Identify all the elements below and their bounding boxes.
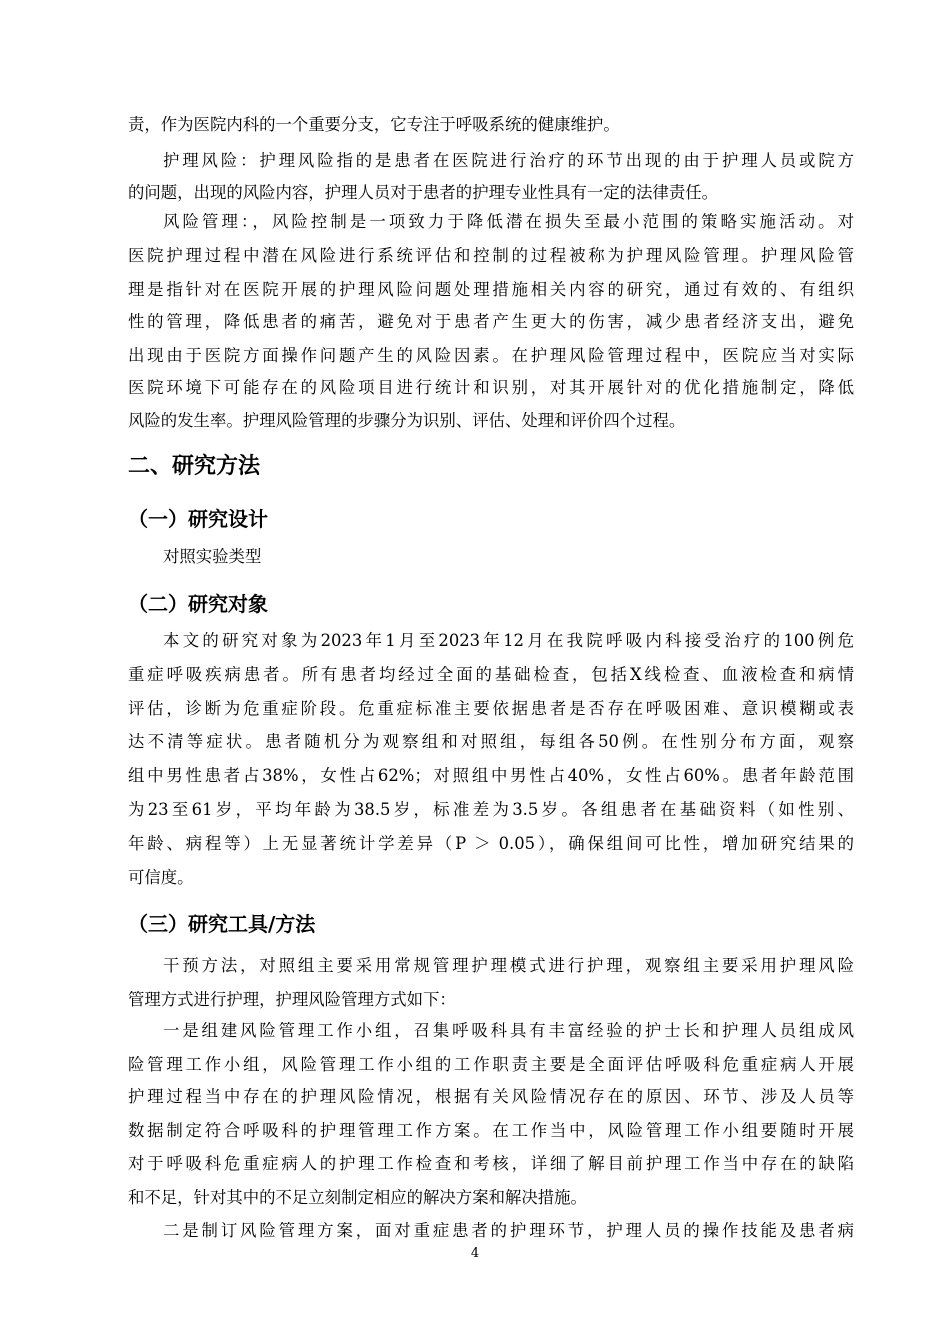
paragraph-line: 重症呼吸疾病患者。所有患者均经过全面的基础检查，包括X线检查、血液检查和病情 [128,665,854,684]
paragraph-line: 组中男性患者占38%，女性占62%；对照组中男性占40%，女性占60%。患者年龄范围 [128,766,854,785]
paragraph-line: 年龄、病程等）上无显著统计学差异（P ＞ 0.05），确保组间可比性，增加研究结果的 [128,834,854,853]
paragraph-line: 出现由于医院方面操作问题产生的风险因素。在护理风险管理过程中，医院应当对实际 [128,346,854,365]
paragraph-line: 理是指针对在医院开展的护理风险问题处理措施相关内容的研究，通过有效的、有组织 [128,280,854,299]
paragraph-line: 干预方法，对照组主要采用常规管理护理模式进行护理，观察组主要采用护理风险 [163,956,854,975]
paragraph-line: 险管理工作小组，风险管理工作小组的工作职责主要是全面评估呼吸科危重症病人开展 [128,1055,854,1074]
paragraph-line: 护理风险：护理风险指的是患者在医院进行治疗的环节出现的由于护理人员或院方 [163,151,854,170]
paragraph-line: 风险管理：，风险控制是一项致力于降低潜在损失至最小范围的策略实施活动。对 [163,212,854,231]
paragraph-line: 医院护理过程中潜在风险进行系统评估和控制的过程被称为护理风险管理。护理风险管 [128,246,854,265]
subsection-heading: （一）研究设计 [128,507,268,531]
section-heading: 二、研究方法 [128,454,261,479]
paragraph-line: 责，作为医院内科的一个重要分支，它专注于呼吸系统的健康维护。 [128,115,620,134]
subsection-heading: （三）研究工具/方法 [128,912,316,936]
paragraph-line: 风险的发生率。护理风险管理的步骤分为识别、评估、处理和评价四个过程。 [128,411,686,430]
paragraph-line: 对于呼吸科危重症病人的护理工作检查和考核，详细了解目前护理工作当中存在的缺陷 [128,1154,854,1173]
subsection-heading: （二）研究对象 [128,592,268,616]
paragraph-line: 管理方式进行护理，护理风险管理方式如下： [128,990,456,1009]
paragraph-line: 护理过程当中存在的护理风险情况，根据有关风险情况存在的原因、环节、涉及人员等 [128,1087,854,1106]
paragraph-line: 为23至61岁，平均年龄为38.5岁，标准差为3.5岁。各组患者在基础资料（如性别、 [128,800,854,819]
paragraph-line: 本文的研究对象为2023年1月至2023年12月在我院呼吸内科接受治疗的100例危 [163,631,854,650]
paragraph-line: 和不足，针对其中的不足立刻制定相应的解决方案和解决措施。 [128,1188,587,1207]
paragraph-line: 二是制订风险管理方案，面对重症患者的护理环节，护理人员的操作技能及患者病 [163,1221,854,1240]
paragraph-line: 评估，诊断为危重症阶段。危重症标准主要依据患者是否存在呼吸困难、意识模糊或表 [128,699,854,718]
paragraph-line: 对照实验类型 [163,547,262,566]
paragraph-line: 可信度。 [128,868,194,887]
paragraph-line: 数据制定符合呼吸科的护理管理工作方案。在工作当中，风险管理工作小组要随时开展 [128,1121,854,1140]
paragraph-line: 医院环境下可能存在的风险项目进行统计和识别，对其开展针对的优化措施制定，降低 [128,378,854,397]
paragraph-line: 的问题，出现的风险内容，护理人员对于患者的护理专业性具有一定的法律责任。 [128,183,719,202]
paragraph-line: 性的管理，降低患者的痛苦，避免对于患者产生更大的伤害，减少患者经济支出，避免 [128,312,854,331]
paragraph-line: 达不清等症状。患者随机分为观察组和对照组，每组各50例。在性别分布方面，观察 [128,732,854,751]
paragraph-line: 一是组建风险管理工作小组，召集呼吸科具有丰富经验的护士长和护理人员组成风 [163,1021,854,1040]
page-number: 4 [470,1246,480,1261]
